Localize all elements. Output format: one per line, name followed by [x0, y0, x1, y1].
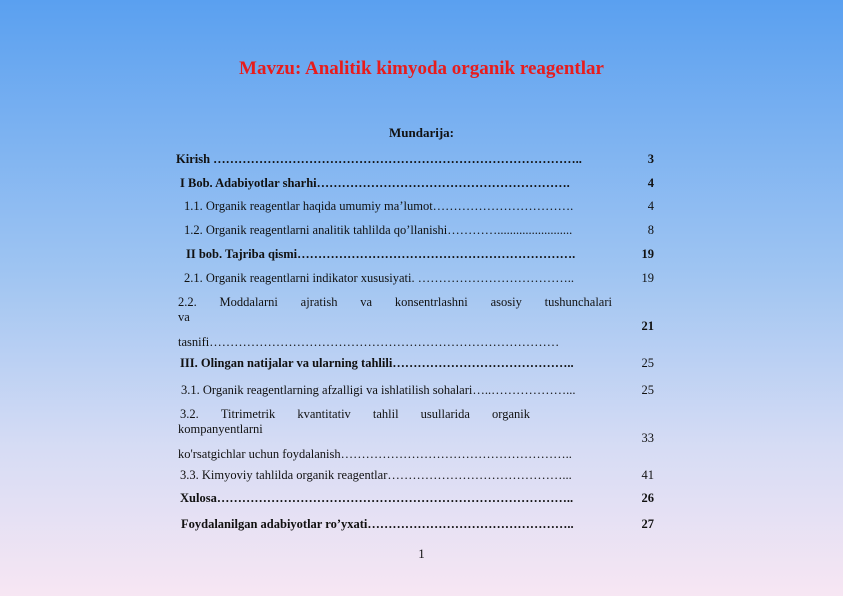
- toc-entry-text: 3.1. Organik reagentlarning afzalligi va ishlatilish sohalari…..………………...: [181, 383, 576, 397]
- toc-entry-page: 26: [641, 491, 654, 505]
- toc-entry-line-3: tasnifi…………………………………………………………………………: [178, 335, 560, 349]
- toc-entry-page: 25: [641, 356, 654, 370]
- toc-entry-line-3: ko'rsatgichlar uchun foydalanish………………………………………………..: [178, 447, 572, 461]
- toc-entry-text: Kirish ……………………………………………………………………………..: [176, 152, 582, 166]
- page-number: 1: [418, 546, 425, 561]
- toc-entry-text: Foydalanilgan adabiyotlar ro’yxati…………………………………………..: [181, 517, 574, 531]
- toc-entry-text: III. Olingan natijalar va ularning tahlili……………………………………..: [180, 356, 574, 370]
- toc-entry-line-2: va: [178, 310, 190, 324]
- toc-entry-page: 41: [641, 468, 654, 482]
- toc-entry-text: 1.2. Organik reagentlarni analitik tahlilda qo’llanishi…………........................: [184, 223, 573, 237]
- toc-entry-page: 19: [641, 247, 654, 261]
- toc-entry-page: 3: [647, 152, 654, 166]
- toc-entry-page: 21: [641, 319, 654, 333]
- toc-entry-page: 33: [641, 431, 654, 445]
- toc-entry-page: 19: [641, 271, 654, 285]
- document-title: Mavzu: Analitik kimyoda organik reagentlar: [239, 58, 604, 79]
- toc-entry-page: 27: [641, 517, 654, 531]
- toc-entry-text: Xulosa…………………………………………………………………………..: [180, 491, 574, 505]
- toc-entry-2-2[interactable]: [176, 294, 660, 350]
- toc-entry-page: 8: [647, 223, 654, 237]
- toc-entry-line-1: 3.2. Titrimetrik kvantitativ tahlil usullarida organik: [180, 407, 530, 421]
- toc-entry-text: 2.1. Organik reagentlarni indikator xususiyati. ………………………………..: [184, 271, 574, 285]
- toc-entry-line-1: 2.2. Moddalarni ajratish va konsentrlashni asosiy tushunchalari: [178, 295, 612, 309]
- toc-entry-text: I Bob. Adabiyotlar sharhi…………………………………………………….: [180, 176, 570, 190]
- toc-entry-page: 25: [641, 383, 654, 397]
- toc-entry-line-2: kompanyentlarni: [178, 422, 263, 436]
- toc-entry-text: 3.3. Kimyoviy tahlilda organik reagentlar……………………………………...: [180, 468, 572, 482]
- toc-entry-page: 4: [647, 176, 654, 190]
- toc-entry-text: 1.1. Organik reagentlar haqida umumiy ma’lumot…………………………….: [184, 199, 574, 213]
- toc-heading: Mundarija:: [389, 125, 454, 140]
- toc-entry-page: 4: [647, 199, 654, 213]
- toc-entry-text: II bob. Tajriba qismi………………………………………………………….: [186, 247, 576, 261]
- toc-entry-3-2[interactable]: [176, 406, 660, 462]
